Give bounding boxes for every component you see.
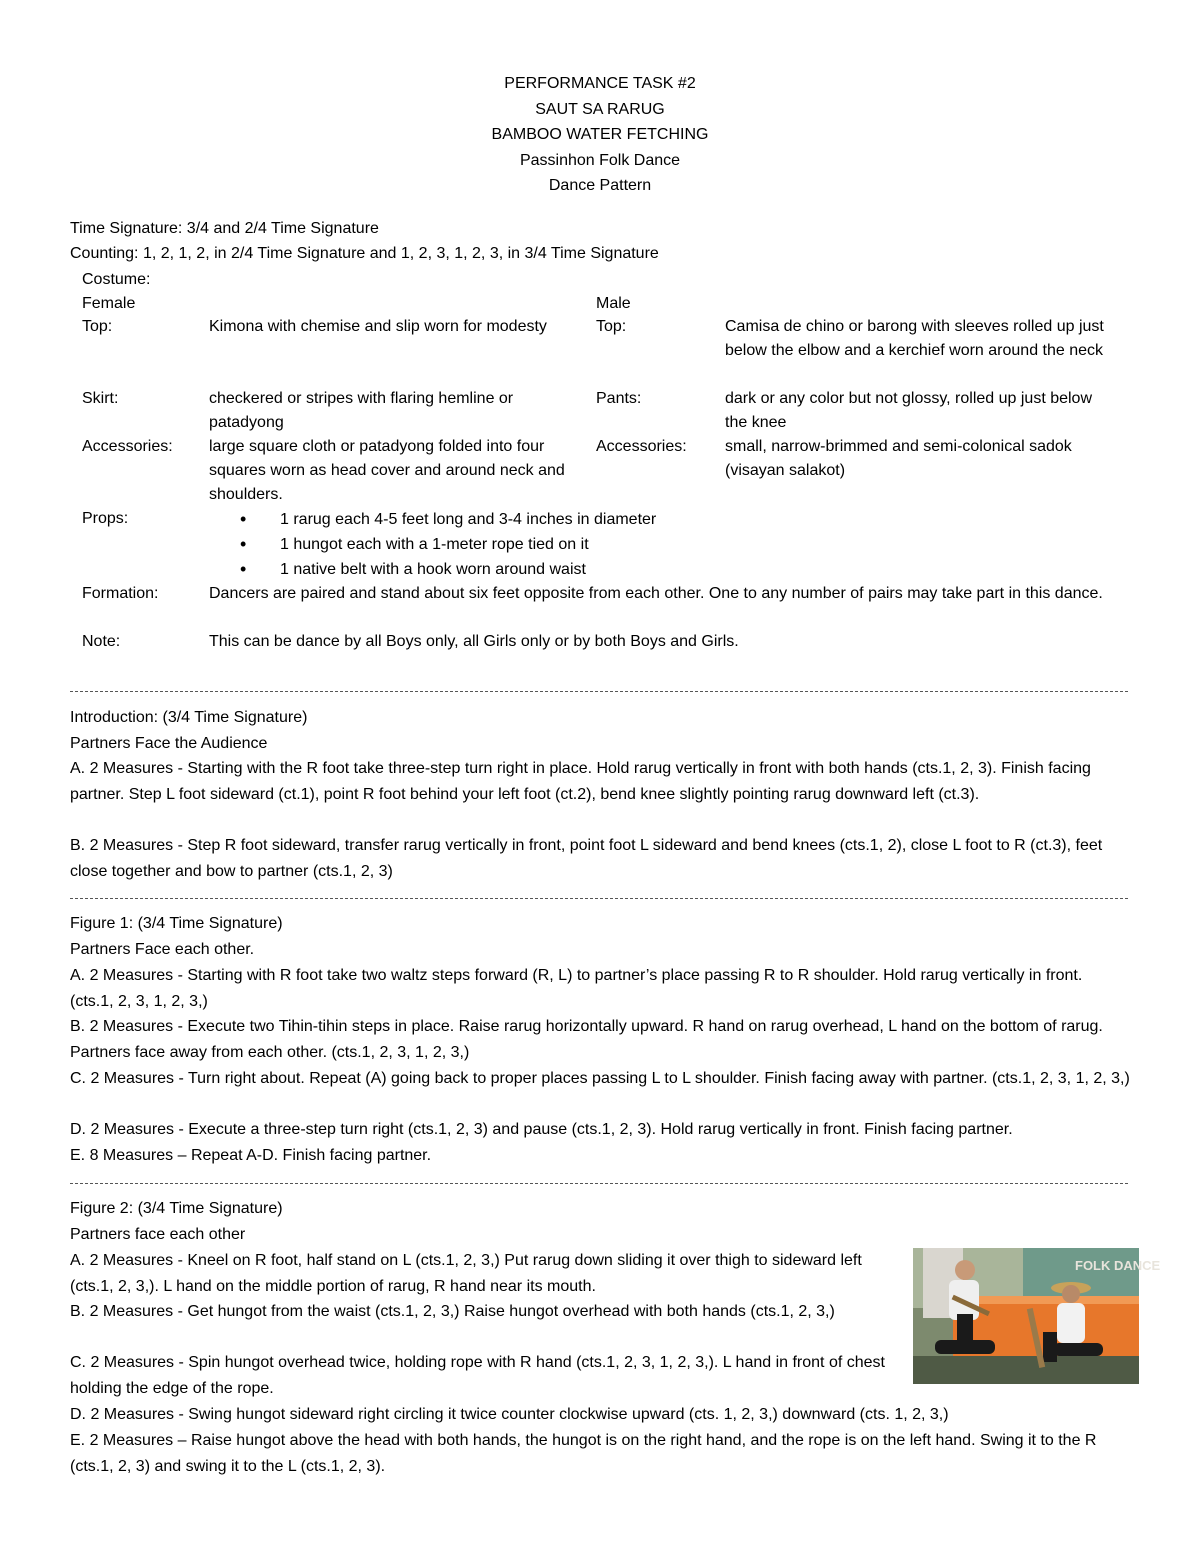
list-item: • 1 rarug each 4-5 feet long and 3-4 inches in diameter [240,507,656,532]
female-accessories-value: large square cloth or patadyong folded into four squares worn as head cover and around neck and shoulders. [209,438,565,503]
figure1-step-b: B. 2 Measures - Execute two Tihin-tihin steps in place. Raise rarug horizontally upward. R hand on rarug overhead, L hand on the bottom of rarug. Partners face away from each other. (cts.1, 2, 3, 1, 2, 3,) [70,1018,1103,1061]
list-item: • 1 native belt with a hook worn around waist [240,557,656,582]
female-top-value: Kimona with chemise and slip worn for modesty [209,318,547,335]
title-block [0,71,1200,199]
figure1-step-c: C. 2 Measures - Turn right about. Repeat (A) going back to proper places passing L to L shoulder. Finish facing away with partner. (cts.1, 2, 3, 1, 2, 3,) [70,1070,1130,1087]
figure2-step-d: D. 2 Measures - Swing hungot sideward right circling it twice counter clockwise upward (cts. 1, 2, 3,) downward (cts. 1, 2, 3,) [70,1406,949,1423]
figure2-title: Figure 2: (3/4 Time Signature) [70,1200,283,1217]
formation-value: Dancers are paired and stand about six feet opposite from each other. One to any number of pairs may take part in this dance. [209,585,1103,602]
figure2-step-e: E. 2 Measures – Raise hungot above the head with both hands, the hungot is on the right hand, and the rope is on the left hand. Swing it to the R (cts.1, 2, 3) and swing it to the L (cts.1, 2, 3). [70,1432,1097,1475]
figure2-step-b: B. 2 Measures - Get hungot from the waist (cts.1, 2, 3,) Raise hungot overhead with both hands (cts.1, 2, 3,) [70,1303,835,1320]
pants-label: Pants: [596,390,642,407]
time-signature-line: Time Signature: 3/4 and 2/4 Time Signature [70,220,379,237]
section-divider [70,898,1128,899]
pants-value: dark or any color but not glossy, rolled up just below the knee [725,390,1093,431]
formation-label: Formation: [82,585,159,602]
introduction-step-b: B. 2 Measures - Step R foot sideward, transfer rarug vertically in front, point foot L sideward and bend knees (cts.1, 2), close L foot to R (ct.3), feet close together and bow to partner (cts.1, 2, 3) [70,837,1103,880]
counting-line: Counting: 1, 2, 1, 2, in 2/4 Time Signature and 1, 2, 3, 1, 2, 3, in 3/4 Time Signature [70,245,659,262]
female-top-label: Top: [82,318,113,335]
section-divider [70,691,1128,692]
dance-title: SAUT SA RARUG [535,100,665,118]
figure1-subtitle: Partners Face each other. [70,941,255,958]
dancers-photo [913,1248,1161,1384]
figure2-subtitle: Partners face each other [70,1226,246,1243]
props-label: Props: [82,510,129,527]
introduction-title: Introduction: (3/4 Time Signature) [70,709,308,726]
male-top-label: Top: [596,318,627,335]
figure1-step-a: A. 2 Measures - Starting with R foot take two waltz steps forward (R, L) to partner’s place passing R to R shoulder. Hold rarug vertically in front. (cts.1, 2, 3, 1, 2, 3,) [70,967,1083,1010]
skirt-value: checkered or stripes with flaring hemline or patadyong [209,390,514,431]
male-heading: Male [596,295,631,312]
figure2-step-c: C. 2 Measures - Spin hungot overhead twice, holding rope with R hand (cts.1, 2, 3, 1, 2, 3,). L hand in front of chest holding the edge of the rope. [70,1354,885,1397]
task-title: PERFORMANCE TASK #2 [504,75,696,92]
list-item: • 1 hungot each with a 1-meter rope tied on it [240,532,656,557]
dance-origin: Passinhon Folk Dance [519,151,681,169]
figure2-step-a: A. 2 Measures - Kneel on R foot, half stand on L (cts.1, 2, 3,) Put rarug down sliding it over thigh to sideward left (cts.1, 2, 3,). L hand on the middle portion of rarug, R hand near its mouth. [70,1252,862,1295]
introduction-step-a: A. 2 Measures - Starting with the R foot take three-step turn right in place. Hold rarug vertically in front with both hands (cts.1, 2, 3). Finish facing partner. Step L foot sideward (ct.1), point R foot behind your left foot (ct.2), bend knee slightly pointing rarug downward left (ct.3). [70,760,1091,803]
figure1-title: Figure 1: (3/4 Time Signature) [70,915,283,932]
note-value: This can be dance by all Boys only, all Girls only or by both Boys and Girls. [209,633,739,650]
introduction-subtitle: Partners Face the Audience [70,735,268,752]
note-label: Note: [82,633,121,650]
section-title: Dance Pattern [548,177,652,194]
section-divider [70,1183,1128,1184]
male-top-value: Camisa de chino or barong with sleeves rolled up just below the elbow and a kerchief worn around the neck [725,318,1104,359]
male-accessories-label: Accessories: [596,438,687,455]
figure1-step-d: D. 2 Measures - Execute a three-step turn right (cts.1, 2, 3) and pause (cts.1, 2, 3). Hold rarug vertically in front. Finish facing partner. [70,1121,1013,1138]
male-accessories-value: small, narrow-brimmed and semi-colonical sadok (visayan salakot) [725,438,1072,479]
skirt-label: Skirt: [82,390,119,407]
female-accessories-label: Accessories: [82,438,173,455]
female-heading: Female [82,295,136,312]
dance-subtitle: BAMBOO WATER FETCHING [491,126,709,143]
figure1-step-e: E. 8 Measures – Repeat A-D. Finish facing partner. [70,1147,432,1164]
props-list [240,507,656,582]
photo-banner-text: FOLK DANCE [1075,1258,1161,1273]
costume-heading: Costume: [82,271,151,288]
